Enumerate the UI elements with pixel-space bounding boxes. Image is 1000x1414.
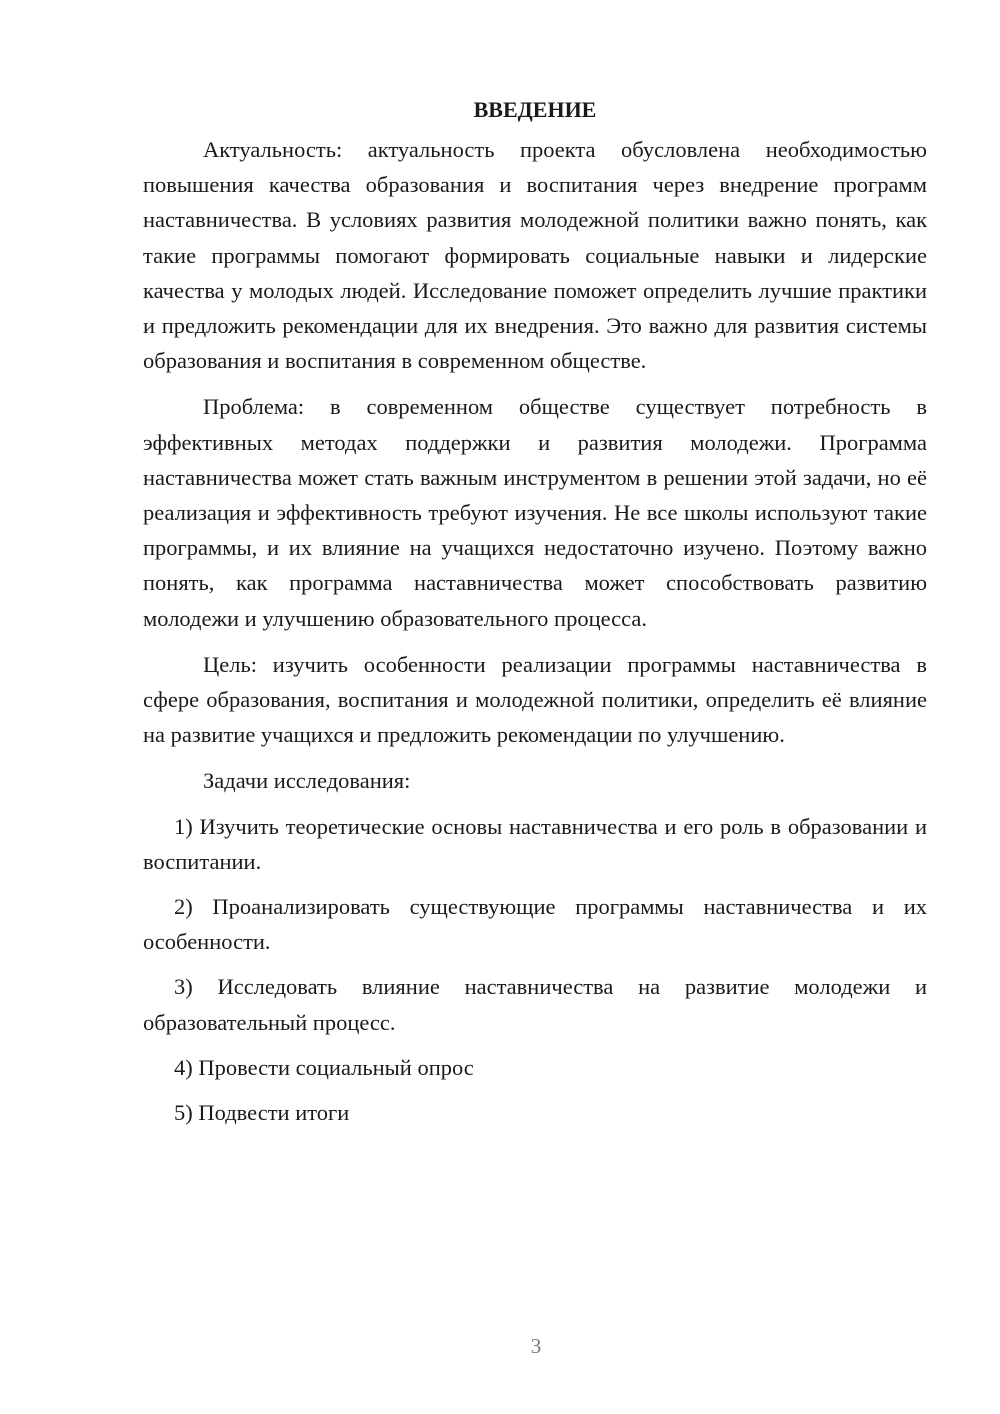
tasks-title: Задачи исследования:: [203, 768, 411, 794]
goal-paragraph: Цель: изучить особенности реализации программы наставничества в сфере образования, воспитания и молодежной политики, определить её влияние на развитие учащихся и предложить рекомендации по улучшению.: [143, 651, 927, 748]
task-item: 5) Подвести итоги: [174, 1100, 350, 1126]
task-item: 4) Провести социальный опрос: [174, 1054, 474, 1080]
page-content: [143, 92, 927, 1140]
relevance-paragraph: Актуальность: актуальность проекта обусловлена необходимостью повышения качества образования и воспитания через внедрение программ наставничества. В условиях развития молодежной политики важно понять, как такие программы помогают формировать социальные навыки и лидерские качества у молодых людей. Исследование поможет определить лучшие практики и предложить рекомендации для их внедрения. Это важно для развития системы образования и воспитания в современном обществе.: [143, 137, 927, 374]
page-number: 3: [530, 1334, 542, 1358]
problem-paragraph: Проблема: в современном обществе существует потребность в эффективных методах поддержки и развития молодежи. Программа наставничества может стать важным инструментом в решении этой задачи, но её реализация и эффективность требуют изучения. Не все школы используют такие программы, и их влияние на учащихся недостаточно изучено. Поэтому важно понять, как программа наставничества может способствовать развитию молодежи и улучшению образовательного процесса.: [143, 394, 927, 631]
task-item: 3) Исследовать влияние наставничества на развитие молодежи и образовательный процесс.: [143, 974, 927, 1035]
task-item: 2) Проанализировать существующие программы наставничества и их особенности.: [143, 894, 927, 955]
section-heading: ВВЕДЕНИЕ: [473, 97, 597, 122]
task-item: 1) Изучить теоретические основы наставничества и его роль в образовании и воспитании.: [143, 813, 927, 874]
